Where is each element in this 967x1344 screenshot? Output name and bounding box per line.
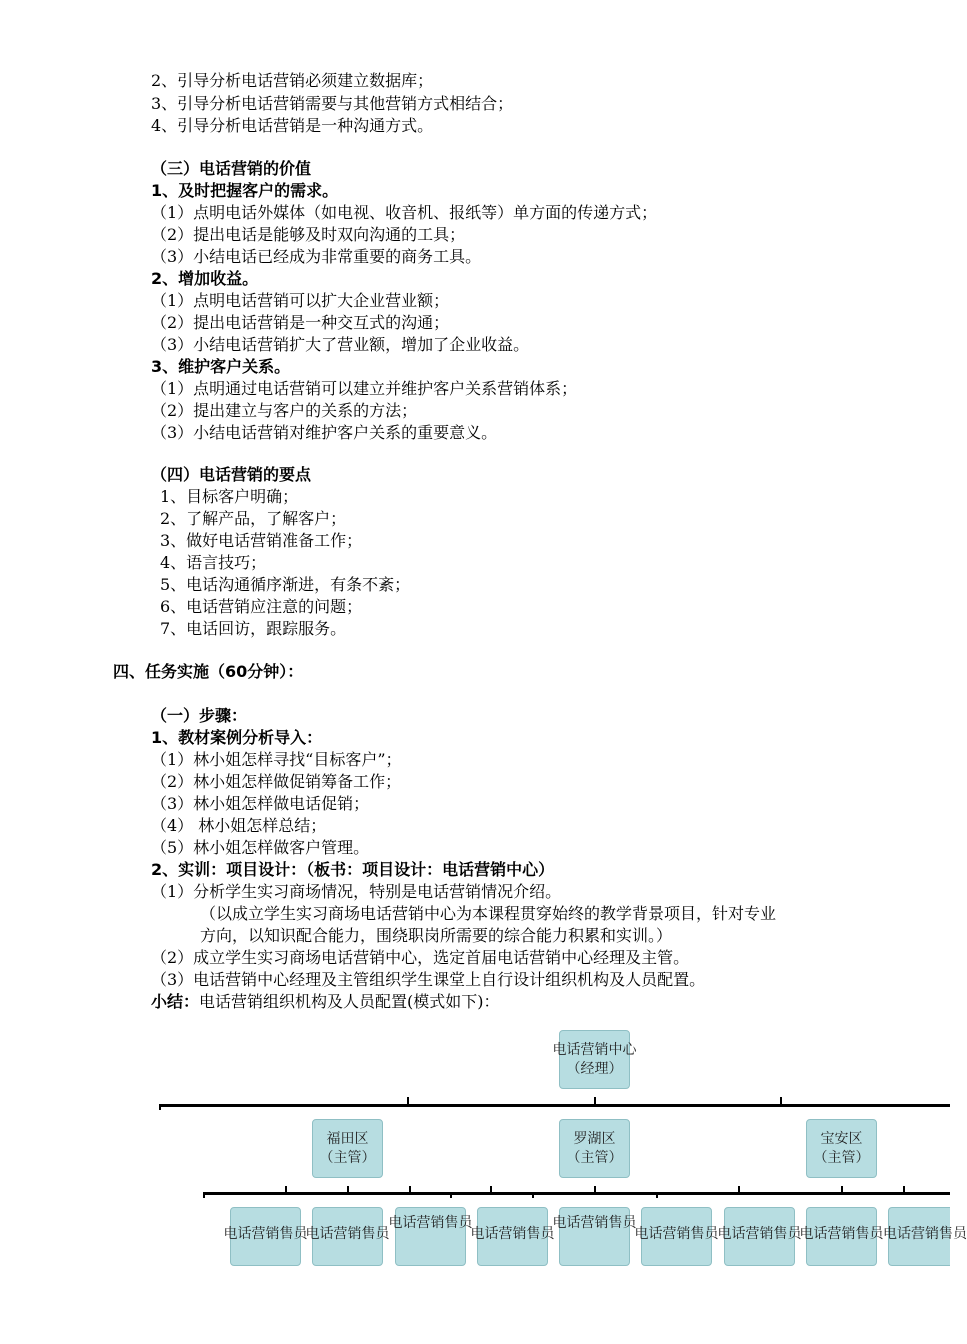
text-line: （3）林小姐怎样做电话促销；	[151, 794, 370, 813]
connector-tick	[532, 1192, 534, 1198]
org-node-name: 电话营销售员	[470, 1226, 555, 1242]
org-node-name: 电话营销售员	[717, 1226, 802, 1242]
section-heading: （一）步骤：	[151, 706, 248, 725]
text-line: 3、引导分析电话营销需要与其他营销方式相结合；	[151, 94, 514, 113]
text-line: （5）林小姐怎样做客户管理。	[151, 838, 370, 857]
connector-tick	[159, 1104, 161, 1110]
text-line: （3）小结电话已经成为非常重要的商务工具。	[151, 247, 482, 266]
org-node-staff	[388, 1207, 473, 1266]
chapter-heading: 四、任务实施（60分钟）：	[113, 662, 304, 681]
org-node-staff	[634, 1207, 719, 1266]
text-line: 1、目标客户明确；	[160, 487, 299, 506]
text-line: 3、做好电话营销准备工作；	[160, 531, 363, 550]
org-node-staff	[799, 1207, 884, 1266]
subsection-heading: 3、维护客户关系。	[151, 357, 291, 376]
connector-line	[160, 1104, 950, 1107]
org-node-luohu	[559, 1119, 630, 1178]
subsection-heading: 1、教材案例分析导入：	[151, 728, 323, 747]
connector-line	[203, 1192, 950, 1195]
org-node-staff	[883, 1207, 967, 1266]
text-line: 2、了解产品，了解客户；	[160, 509, 347, 528]
text-line: 2、引导分析电话营销必须建立数据库；	[151, 71, 434, 90]
connector-tick	[450, 1192, 452, 1198]
org-node-name: 福田区	[326, 1130, 369, 1147]
section-heading: （四）电话营销的要点	[151, 465, 312, 484]
text-line: （2）成立学生实习商场电话营销中心，选定首届电话营销中心经理及主管。	[151, 948, 690, 967]
connector-tick	[594, 1186, 596, 1194]
org-node-name: 宝安区	[820, 1130, 863, 1147]
summary-label: 小结：	[151, 992, 200, 1011]
org-node-role: （经理）	[566, 1060, 623, 1077]
subsection-heading: 2、实训：项目设计：（板书：项目设计：电话营销中心）	[151, 860, 555, 879]
org-node-name: 罗湖区	[573, 1130, 616, 1147]
summary-text: 电话营销组织机构及人员配置(模式如下)：	[199, 992, 500, 1011]
org-node-name: 电话营销售员	[388, 1215, 473, 1231]
connector-tick	[903, 1186, 905, 1194]
connector-tick	[841, 1186, 843, 1194]
connector-tick	[656, 1192, 658, 1198]
org-node-role: （主管）	[319, 1149, 376, 1166]
text-line: 4、引导分析电话营销是一种沟通方式。	[151, 116, 434, 135]
subsection-heading: 1、及时把握客户的需求。	[151, 181, 339, 200]
text-line: （以成立学生实习商场电话营销中心为本课程贯穿始终的教学背景项目，针对专业	[200, 904, 777, 923]
connector-tick	[203, 1192, 205, 1198]
org-node-staff	[223, 1207, 308, 1266]
text-line: （1）点明电话营销可以扩大企业营业额；	[151, 291, 450, 310]
text-line: （2）林小姐怎样做促销筹备工作；	[151, 772, 402, 791]
connector-tick	[594, 1097, 596, 1105]
connector-tick	[347, 1186, 349, 1194]
text-line: 5、电话沟通循序渐进，有条不紊；	[160, 575, 411, 594]
org-node-futian	[312, 1119, 383, 1178]
org-node-name: 电话营销售员	[223, 1226, 308, 1242]
text-line: 7、电话回访，跟踪服务。	[160, 619, 347, 638]
connector-tick	[407, 1097, 409, 1105]
org-node-role: （主管）	[813, 1149, 870, 1166]
text-line: 方向，以知识配合能力，围绕职岗所需要的综合能力积累和实训。）	[200, 926, 673, 945]
org-node-name: 电话营销售员	[634, 1226, 719, 1242]
section-heading: （三）电话营销的价值	[151, 159, 312, 178]
text-line: 4、语言技巧；	[160, 553, 267, 572]
text-line: （3）小结电话营销扩大了营业额，增加了企业收益。	[151, 335, 530, 354]
text-line: （4） 林小姐怎样总结；	[151, 816, 327, 835]
subsection-heading: 2、增加收益。	[151, 269, 259, 288]
org-node-staff	[305, 1207, 390, 1266]
text-line: （1）点明电话外媒体（如电视、收音机、报纸等）单方面的传递方式；	[151, 203, 658, 222]
org-node-name: 电话营销售员	[799, 1226, 884, 1242]
connector-tick	[409, 1186, 411, 1194]
org-node-baoan	[806, 1119, 877, 1178]
text-line: （1）林小姐怎样寻找“目标客户”；	[151, 750, 402, 769]
org-node-staff	[470, 1207, 555, 1266]
text-line: （2）提出建立与客户的关系的方法；	[151, 401, 418, 420]
text-line: （1）点明通过电话营销可以建立并维护客户关系营销体系；	[151, 379, 578, 398]
text-line: （1）分析学生实习商场情况，特别是电话营销情况介绍。	[151, 882, 562, 901]
org-node-staff	[717, 1207, 802, 1266]
org-node-center	[552, 1030, 637, 1089]
org-node-name: 电话营销售员	[552, 1215, 637, 1231]
text-line: （2）提出电话营销是一种交互式的沟通；	[151, 313, 450, 332]
text-line: （2）提出电话是能够及时双向沟通的工具；	[151, 225, 466, 244]
summary-line	[151, 992, 500, 1012]
text-line: 6、电话营销应注意的问题；	[160, 597, 363, 616]
connector-tick	[780, 1097, 782, 1105]
org-node-name: 电话营销中心	[552, 1041, 637, 1058]
text-line: （3）小结电话营销对维护客户关系的重要意义。	[151, 423, 498, 442]
connector-tick	[490, 1186, 492, 1194]
connector-tick	[738, 1186, 740, 1194]
connector-tick	[285, 1186, 287, 1194]
org-node-staff	[552, 1207, 637, 1266]
org-node-name: 电话营销售员	[883, 1226, 967, 1242]
org-node-name: 电话营销售员	[305, 1226, 390, 1242]
text-line: （3）电话营销中心经理及主管组织学生课堂上自行设计组织机构及人员配置。	[151, 970, 706, 989]
org-node-role: （主管）	[566, 1149, 623, 1166]
